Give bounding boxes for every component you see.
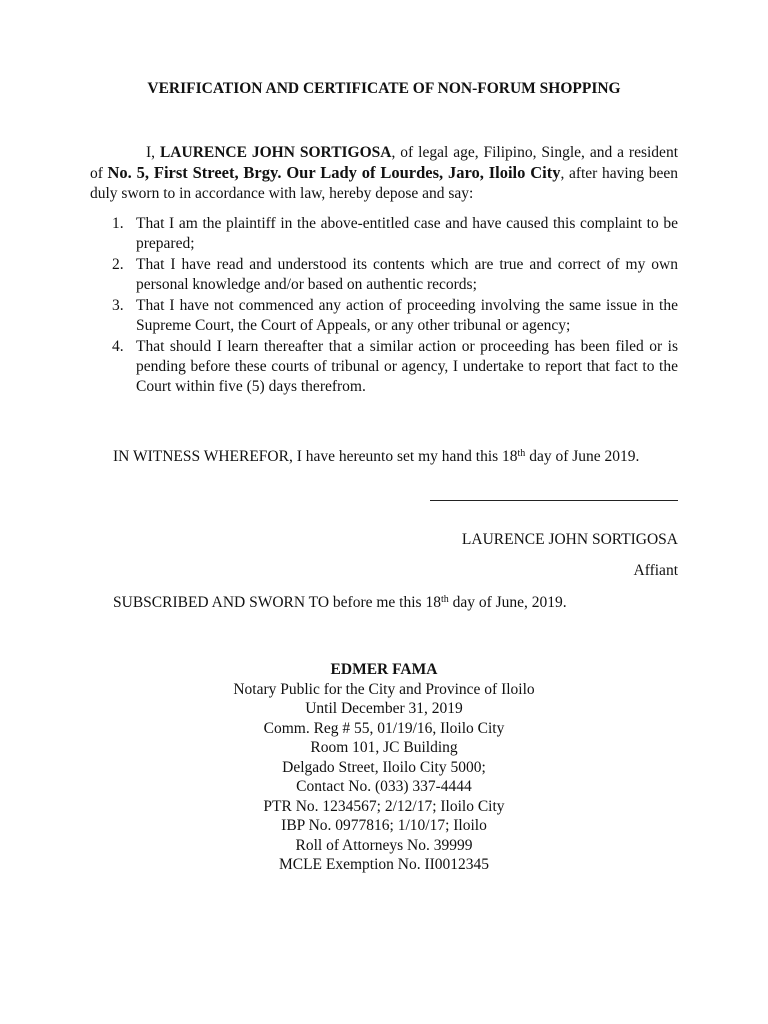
notary-line: Room 101, JC Building: [310, 739, 458, 756]
notary-block: [0, 660, 768, 875]
list-item-text: That I am the plaintiff in the above-entitled case and have caused this complaint to be prepared;: [136, 215, 678, 252]
deposition-list: [90, 214, 678, 398]
jurat-ordinal-suffix: th: [440, 594, 449, 605]
intro-prefix: I,: [146, 144, 160, 161]
notary-line: Notary Public for the City and Province of Iloilo: [233, 680, 535, 698]
signature-line: [430, 500, 678, 501]
list-item-text: That I have read and understood its contents which are true and correct of my own personal knowledge and/or based on authentic records;: [136, 256, 678, 293]
notary-name: EDMER FAMA: [330, 661, 438, 678]
list-item-text: That I have not commenced any action of proceeding involving the same issue in the Supreme Court, the Court of Appeals, or any other tribunal or agency;: [136, 297, 678, 334]
notary-line: IBP No. 0977816; 1/10/17; Iloilo: [281, 817, 487, 834]
witness-text-before: IN WITNESS WHEREFOR, I have hereunto set my hand this 18: [113, 448, 518, 465]
notary-line: Until December 31, 2019: [305, 700, 463, 717]
list-item-number: 2.: [112, 256, 124, 273]
intro-paragraph: [90, 143, 678, 204]
intro-after-address: , after having been duly sworn to in accordance with law, hereby depose and say:: [90, 165, 678, 202]
jurat-text-before: SUBSCRIBED AND SWORN TO before me this 18: [113, 594, 441, 611]
list-item: [90, 296, 678, 336]
affiant-name-bold: LAURENCE JOHN SORTIGOSA: [159, 144, 392, 161]
witness-paragraph: [90, 447, 678, 467]
signature-name: LAURENCE JOHN SORTIGOSA: [461, 531, 678, 548]
list-item: [90, 337, 678, 397]
list-item: [90, 255, 678, 295]
notary-line: Delgado Street, Iloilo City 5000;: [282, 758, 486, 776]
notary-line: Comm. Reg # 55, 01/19/16, Iloilo City: [263, 719, 505, 737]
witness-ordinal-suffix: th: [517, 448, 526, 459]
signature-role: Affiant: [633, 562, 678, 579]
notary-line: Contact No. (033) 337-4444: [296, 778, 472, 795]
witness-text-after: day of June 2019.: [525, 448, 640, 465]
intro-after-name: , of legal age, Filipino, Single, and a resident of: [90, 144, 678, 182]
list-item: [90, 214, 678, 254]
notary-line: MCLE Exemption No. II0012345: [278, 856, 490, 873]
document-title: VERIFICATION AND CERTIFICATE OF NON-FORUM SHOPPING: [147, 80, 621, 97]
jurat-line: [113, 594, 567, 612]
list-item-number: 1.: [112, 215, 124, 232]
list-item-number: 3.: [112, 297, 124, 314]
notary-line: Roll of Attorneys No. 39999: [295, 836, 473, 854]
list-item-number: 4.: [112, 338, 124, 355]
affiant-address: No. 5, First Street, Brgy. Our Lady of Lourdes, Jaro, Iloilo City: [107, 163, 561, 182]
jurat-text-after: day of June, 2019.: [448, 594, 567, 611]
notary-line: PTR No. 1234567; 2/12/17; Iloilo City: [263, 797, 505, 815]
list-item-text: That should I learn thereafter that a similar action or proceeding has been filed or is pending before these courts of tribunal or agency, I undertake to report that fact to the Court within five (5) days therefrom.: [136, 338, 678, 395]
